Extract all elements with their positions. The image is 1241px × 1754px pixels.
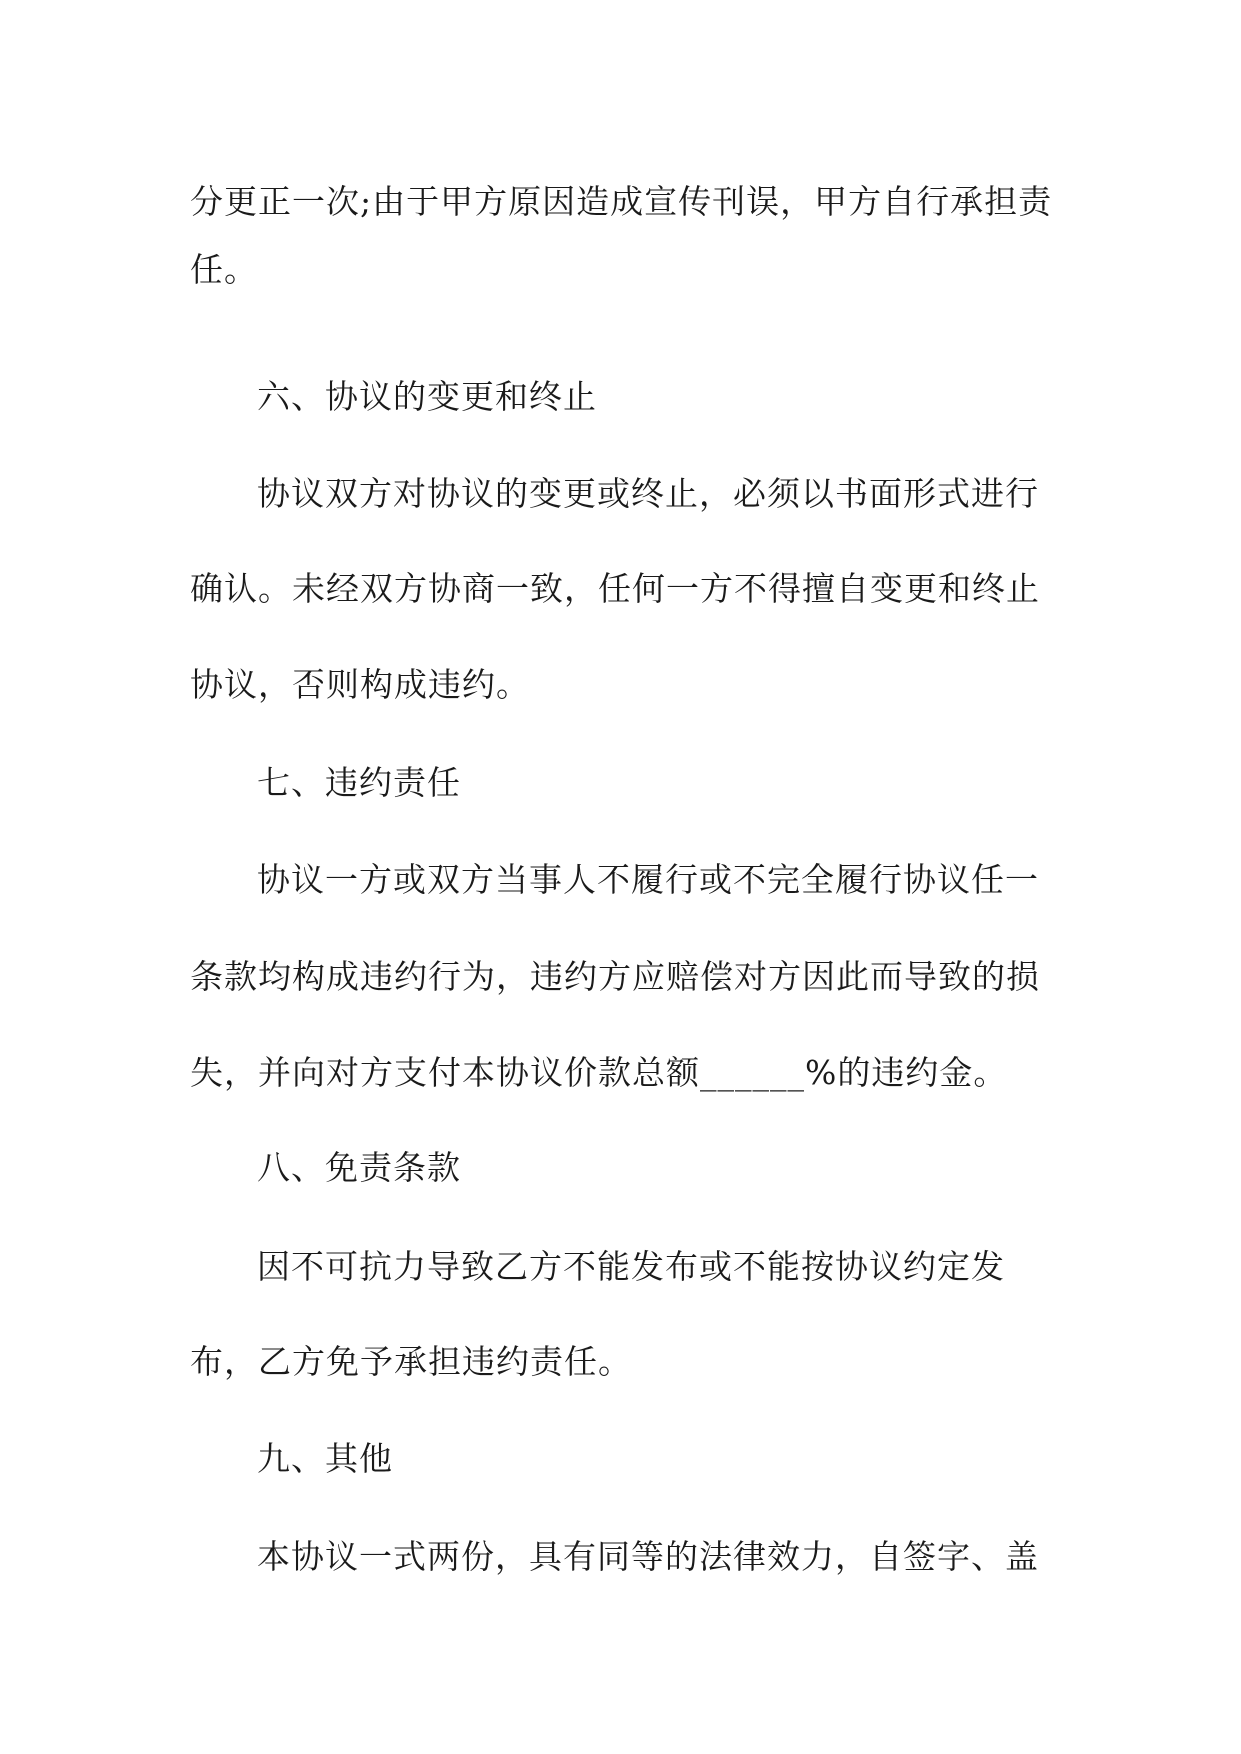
paragraph-line: 协议一方或双方当事人不履行或不完全履行协议任一 bbox=[257, 860, 1039, 899]
paragraph-line: 分更正一次;由于甲方原因造成宣传刊误，甲方自行承担责 bbox=[190, 182, 1053, 221]
paragraph-line: 条款均构成违约行为，违约方应赔偿对方因此而导致的损 bbox=[190, 957, 1040, 996]
paragraph-line: 确认。未经双方协商一致，任何一方不得擅自变更和终止 bbox=[190, 569, 1040, 608]
paragraph-line: 布，乙方免予承担违约责任。 bbox=[190, 1342, 632, 1381]
paragraph-line: 因不可抗力导致乙方不能发布或不能按协议约定发 bbox=[257, 1247, 1005, 1286]
section-heading: 七、违约责任 bbox=[257, 763, 461, 802]
section-heading: 八、免责条款 bbox=[257, 1148, 461, 1187]
paragraph-line: 失，并向对方支付本协议价款总额______%的违约金。 bbox=[190, 1053, 1008, 1092]
paragraph-line: 协议双方对协议的变更或终止，必须以书面形式进行 bbox=[257, 474, 1039, 513]
section-heading: 六、协议的变更和终止 bbox=[257, 377, 597, 416]
paragraph-line: 协议，否则构成违约。 bbox=[190, 665, 530, 704]
section-heading: 九、其他 bbox=[257, 1439, 393, 1478]
paragraph-line: 本协议一式两份，具有同等的法律效力，自签字、盖 bbox=[257, 1537, 1039, 1576]
paragraph-line: 任。 bbox=[190, 250, 258, 289]
